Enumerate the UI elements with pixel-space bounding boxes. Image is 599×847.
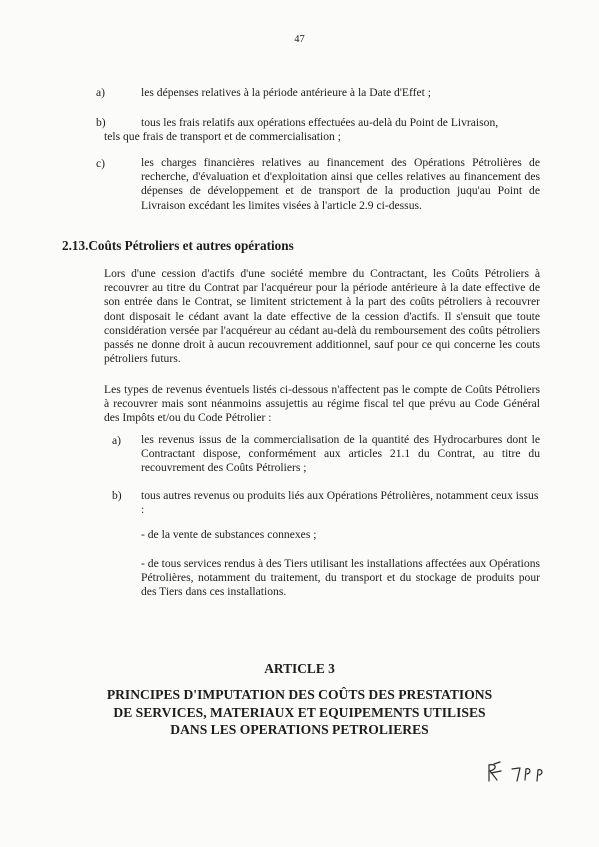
list1-label-a: a): [96, 86, 106, 99]
section-heading: [62, 238, 294, 254]
list1-item-b-continued: tels que frais de transport et de commercialisation ;: [104, 130, 341, 143]
section-number: 2.13.: [62, 238, 89, 253]
list1-item-c: les charges financières relatives au financement des Opérations Pétrolières de recherche, d'évaluation et d'exploitation ainsi que celles relatives au financement des dépenses de développement et de transport de la production juqu'au Point de Livraison excédant les limites visées à l'article 2.9 ci-dessus.: [141, 156, 540, 212]
article-title-line-2: DE SERVICES, MATERIAUX ET EQUIPEMENTS UTILISES: [113, 704, 486, 720]
page-number: 47: [294, 34, 305, 45]
list1-label-c: c): [96, 157, 106, 170]
list1-item-a: les dépenses relatives à la période antérieure à la Date d'Effet ;: [141, 86, 431, 99]
section-paragraph-1: Lors d'une cession d'actifs d'une société membre du Contractant, les Coûts Pétroliers à recouvrer au titre du Contrat par l'acquéreur pour la période antérieure à la date effective de son entrée dans le Contrat, se limitent strictement à la part des coûts pétroliers à recouvrer dont disposait le cédant avant la date effective de la cession d'actifs. Il s'ensuit que toute considération versée par l'acquéreur au cédant au-delà du remboursement des coûts pétroliers passés ne donne droit à aucun recouvrement additionnel, sauf pour ce qui concerne les couts pétroliers futurs.: [104, 267, 540, 366]
sub-item-services: - de tous services rendus à des Tiers utilisant les installations affectées aux Opérations Pétrolières, notamment du traitement, du transport et du stockage de produits pour des Tiers dans ces installations.: [141, 557, 540, 599]
article-title-line-3: DANS LES OPERATIONS PETROLIERES: [170, 722, 429, 737]
list2-label-b: b): [112, 489, 122, 502]
section-paragraph-2: Les types de revenus éventuels listés ci-dessous n'affectent pas le compte de Coûts Pétroliers à recouvrer mais sont néanmoins assujettis au régime fiscal tel que prévu au Code Général des Impôts et/ou du Code Pétrolier :: [104, 383, 540, 425]
sub-item-connexes: - de la vente de substances connexes ;: [141, 528, 317, 541]
list2-label-a: a): [112, 434, 122, 447]
article-title: [0, 686, 599, 739]
article-heading: ARTICLE 3: [264, 661, 335, 676]
list1-label-b: b): [96, 116, 106, 129]
list2-item-a: les revenus issus de la commercialisation de la quantité des Hydrocarbures dont le Contractant dispose, conformément aux articles 21.1 du Contrat, au titre du recouvrement des Coûts Pétroliers ;: [141, 433, 540, 475]
section-title: Coûts Pétroliers et autres opérations: [88, 238, 294, 253]
list1-item-b: tous les frais relatifs aux opérations effectuées au-delà du Point de Livraison,: [141, 116, 499, 129]
article-title-line-1: PRINCIPES D'IMPUTATION DES COÛTS DES PRESTATIONS: [106, 687, 493, 702]
handwritten-initials: [486, 759, 561, 785]
list2-item-b: tous autres revenus ou produits liés aux Opérations Pétrolières, notamment ceux issus :: [141, 489, 539, 517]
